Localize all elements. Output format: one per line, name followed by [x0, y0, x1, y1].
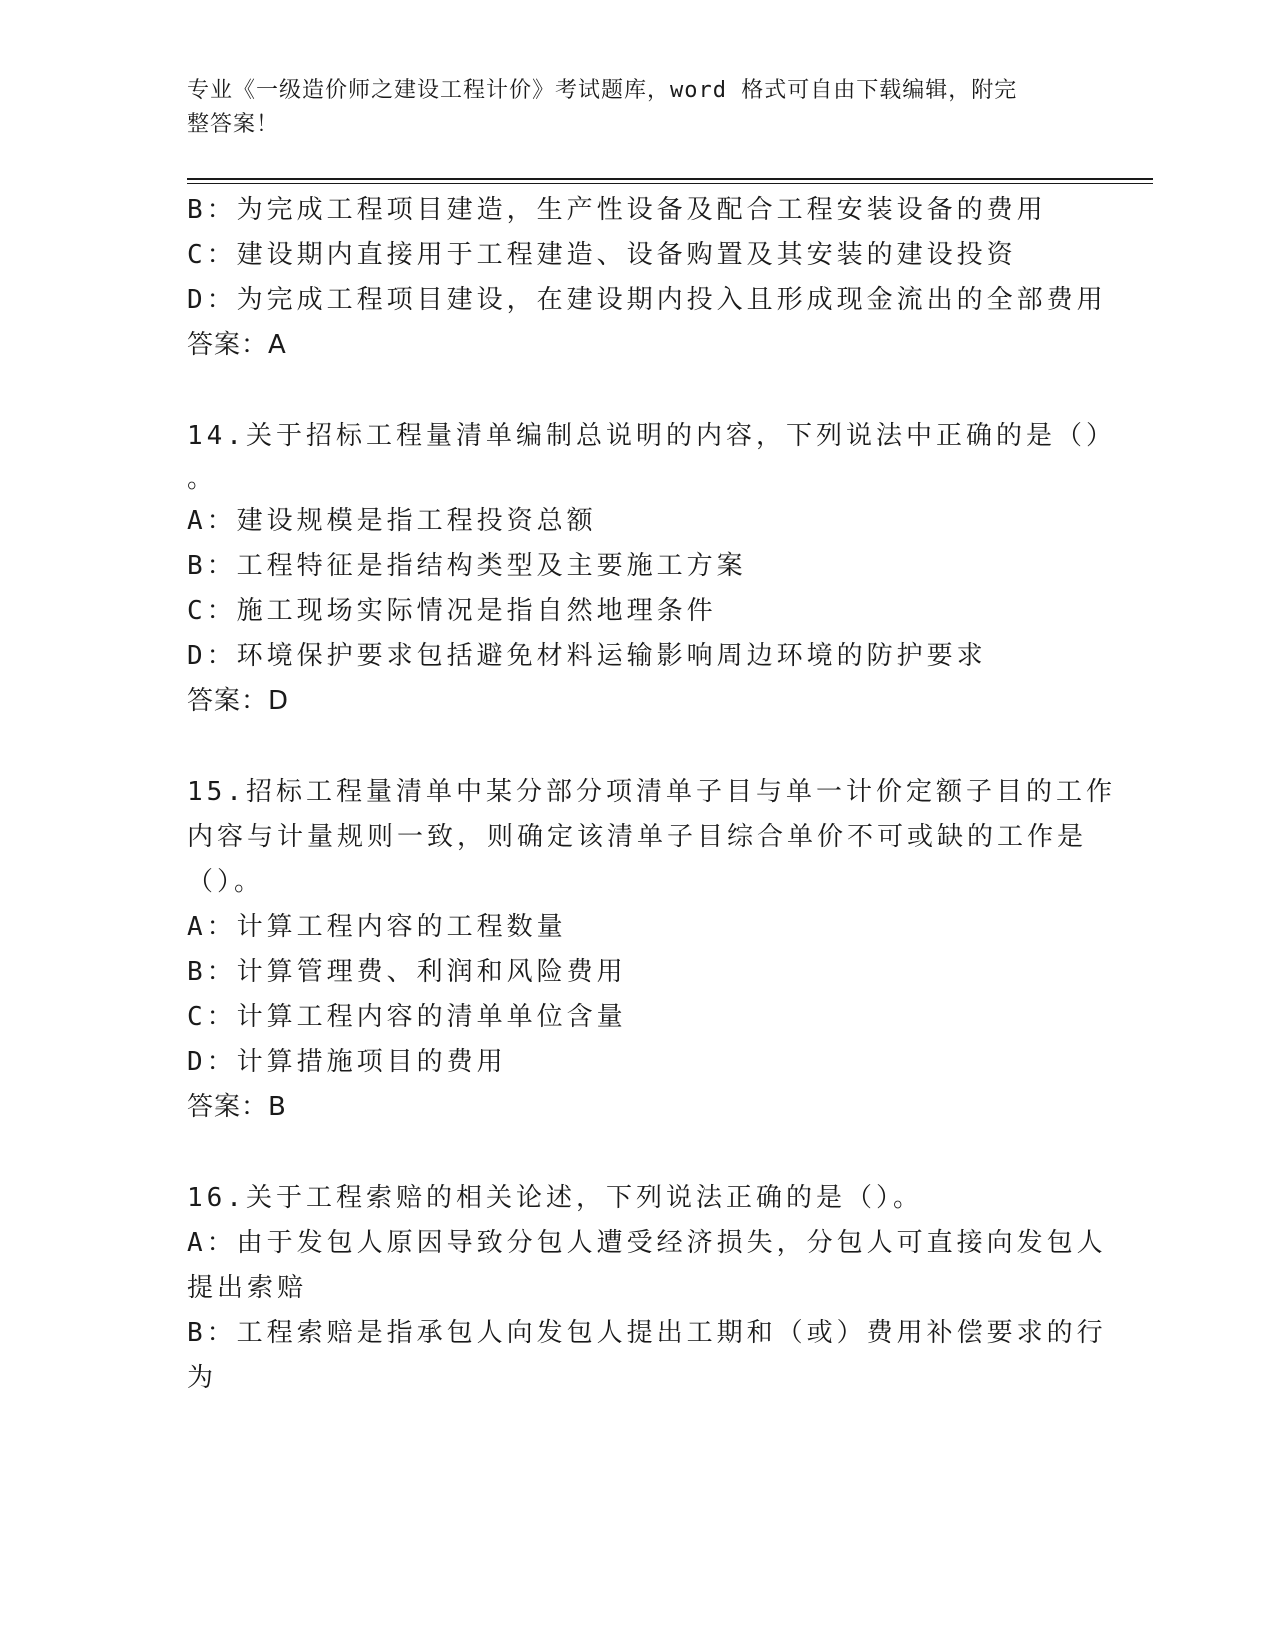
q15-stem-line-3: （）。	[187, 867, 265, 897]
header-line-1: 专业《一级造价师之建设工程计价》考试题库，word 格式可自由下载编辑，附完	[187, 78, 1018, 103]
q16-option-b-line-1: B：工程索赔是指承包人向发包人提出工期和（或）费用补偿要求的行	[187, 1318, 1107, 1348]
q16-option-b-line-2: 为	[187, 1363, 218, 1393]
q15-option-b: B：计算管理费、利润和风险费用	[187, 957, 627, 987]
question-15	[187, 770, 1116, 1130]
q14-stem-line-2: 。	[187, 464, 218, 494]
q13-option-d: D：为完成工程项目建设，在建设期内投入且形成现金流出的全部费用	[187, 285, 1107, 315]
question-14	[187, 414, 1116, 724]
spacer	[187, 724, 1087, 770]
spacer	[187, 1130, 1087, 1176]
question-16	[187, 1176, 1107, 1401]
question-13	[187, 188, 1107, 368]
header-line-2: 整答案！	[187, 112, 280, 137]
document-header	[187, 74, 1057, 142]
q15-stem-line-1: 15.招标工程量清单中某分部分项清单子目与单一计价定额子目的工作	[187, 777, 1116, 807]
q15-option-a: A：计算工程内容的工程数量	[187, 912, 567, 942]
q14-option-c: C：施工现场实际情况是指自然地理条件	[187, 596, 717, 626]
q14-option-b: B：工程特征是指结构类型及主要施工方案	[187, 551, 747, 581]
q13-option-c: C：建设期内直接用于工程建造、设备购置及其安装的建设投资	[187, 240, 1017, 270]
q13-option-b: B：为完成工程项目建造，生产性设备及配合工程安装设备的费用	[187, 195, 1047, 225]
q14-option-a: A：建设规模是指工程投资总额	[187, 506, 597, 536]
header-divider-thick	[187, 178, 1153, 180]
q15-stem-line-2: 内容与计量规则一致，则确定该清单子目综合单价不可或缺的工作是	[187, 822, 1088, 852]
q16-stem-line-1: 16.关于工程索赔的相关论述，下列说法正确的是（）。	[187, 1183, 923, 1213]
question-content	[187, 188, 1116, 1401]
q15-option-d: D：计算措施项目的费用	[187, 1047, 507, 1077]
header-divider-thin	[187, 183, 1153, 184]
q13-answer: 答案：A	[187, 330, 287, 360]
q14-option-d: D：环境保护要求包括避免材料运输影响周边环境的防护要求	[187, 641, 987, 671]
q16-option-a-line-2: 提出索赔	[187, 1273, 308, 1303]
q15-answer: 答案：B	[187, 1092, 287, 1122]
q15-option-c: C：计算工程内容的清单单位含量	[187, 1002, 627, 1032]
q14-stem-line-1: 14.关于招标工程量清单编制总说明的内容，下列说法中正确的是（）	[187, 421, 1116, 451]
q16-option-a-line-1: A：由于发包人原因导致分包人遭受经济损失，分包人可直接向发包人	[187, 1228, 1107, 1258]
q14-answer: 答案：D	[187, 686, 290, 716]
spacer	[187, 368, 1087, 414]
